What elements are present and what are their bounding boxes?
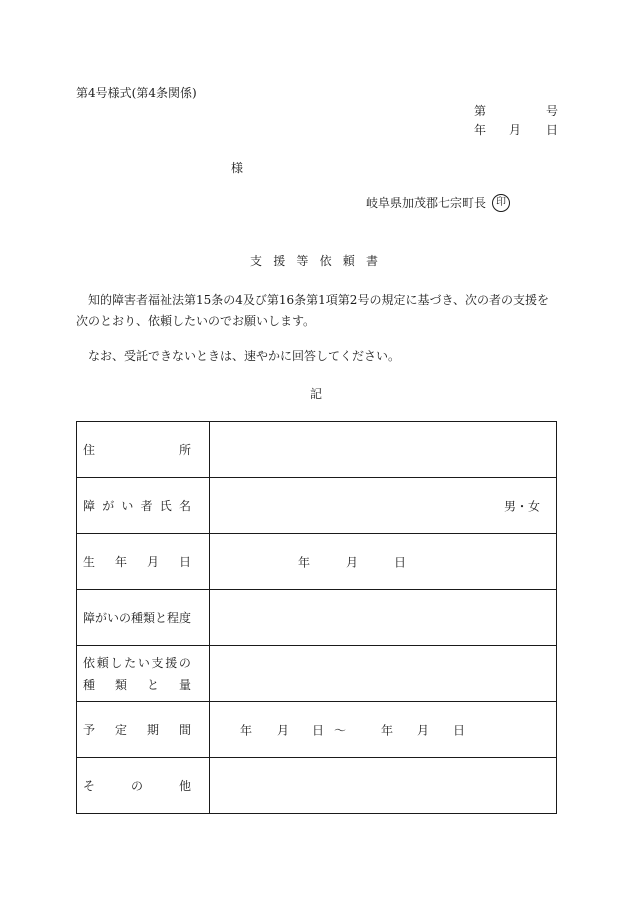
label-char: 生 (83, 555, 96, 569)
label-char: 予 (83, 723, 96, 737)
disability-label-cell (77, 590, 210, 646)
table-row (77, 534, 557, 590)
label-char: た (124, 655, 137, 670)
title-char: 書 (365, 254, 378, 268)
table-row (77, 422, 557, 478)
label-char: 日 (178, 555, 191, 569)
seal-stamp (492, 194, 510, 212)
birth-year-label: 年 (298, 555, 311, 569)
table-row (77, 646, 557, 702)
period-from-day: 日 (312, 723, 325, 737)
title-char: 援 (273, 254, 286, 268)
period-to-month: 月 (417, 723, 430, 737)
name-value-cell[interactable] (210, 478, 557, 534)
other-label-cell (77, 758, 210, 814)
table-row (77, 702, 557, 758)
disability-label: 障がいの種類と程度 (83, 611, 192, 625)
period-to-day: 日 (453, 723, 466, 737)
label-char: い (137, 655, 150, 670)
period-from-year: 年 (240, 723, 253, 737)
label-char: 月 (146, 555, 159, 569)
period-to-year: 年 (381, 723, 394, 737)
date-month-label: 月 (509, 123, 522, 137)
label-char: 依 (83, 655, 96, 670)
support-label-cell (77, 646, 210, 702)
table-row (77, 478, 557, 534)
label-char: の (130, 779, 143, 793)
label-char: 支 (151, 655, 164, 670)
support-value-cell[interactable] (210, 646, 557, 702)
table-row (77, 590, 557, 646)
title-char: 依 (319, 254, 332, 268)
period-label-cell (77, 702, 210, 758)
name-label-cell (77, 478, 210, 534)
label-char: が (102, 499, 115, 513)
label-char: 住 (83, 443, 96, 457)
body-paragraph-2: なお、受託できないときは、速やかに回答してください。 (88, 349, 401, 363)
birth-value-cell[interactable] (210, 534, 557, 590)
label-char: し (110, 655, 123, 670)
label-char: 定 (114, 723, 127, 737)
label-char: 援 (165, 655, 178, 670)
period-from-month: 月 (277, 723, 290, 737)
title-char: 頼 (342, 254, 355, 268)
label-char: 種 (83, 677, 96, 692)
ki-heading: 記 (310, 387, 323, 401)
disability-value-cell[interactable] (210, 590, 557, 646)
label-char: 他 (178, 779, 191, 793)
table-row (77, 758, 557, 814)
date-day-label: 日 (546, 123, 559, 137)
document-title (250, 254, 378, 268)
label-char: 名 (178, 499, 191, 513)
document-number-prefix: 第 (474, 104, 487, 118)
label-char: 類 (114, 677, 127, 692)
title-char: 支 (250, 254, 263, 268)
label-char: そ (83, 779, 96, 793)
label-char: 量 (178, 677, 191, 692)
address-label-cell (77, 422, 210, 478)
label-char: 間 (178, 723, 191, 737)
form-number: 第4号様式(第4条関係) (76, 86, 197, 100)
period-value-cell[interactable] (210, 702, 557, 758)
body-paragraph-1: 知的障害者福祉法第15条の4及び第16条第1項第2号の規定に基づき、次の者の支援を次のとおり、依頼したいのでお願いします。 (76, 293, 549, 328)
seal-char: 印 (496, 197, 506, 208)
addressee-suffix: 様 (231, 161, 244, 175)
label-char: の (178, 655, 191, 670)
request-table (76, 421, 557, 814)
label-char: と (146, 677, 159, 692)
birth-label-cell (77, 534, 210, 590)
document-number-suffix: 号 (546, 104, 559, 118)
birth-day-label: 日 (394, 555, 407, 569)
other-value-cell[interactable] (210, 758, 557, 814)
label-char: 氏 (159, 499, 172, 513)
birth-month-label: 月 (346, 555, 359, 569)
label-char: 期 (146, 723, 159, 737)
label-char: 障 (83, 499, 96, 513)
label-char: 年 (114, 555, 127, 569)
date-year-label: 年 (474, 123, 487, 137)
address-value-cell[interactable] (210, 422, 557, 478)
sender-name: 岐阜県加茂郡七宗町長 (366, 196, 487, 210)
period-tilde: ～ (334, 723, 347, 737)
label-char: 頼 (96, 655, 109, 670)
label-char: い (121, 499, 134, 513)
label-char: 所 (178, 443, 191, 457)
gender-choice: 男・女 (504, 499, 541, 513)
label-char: 者 (140, 499, 153, 513)
title-char: 等 (296, 254, 309, 268)
